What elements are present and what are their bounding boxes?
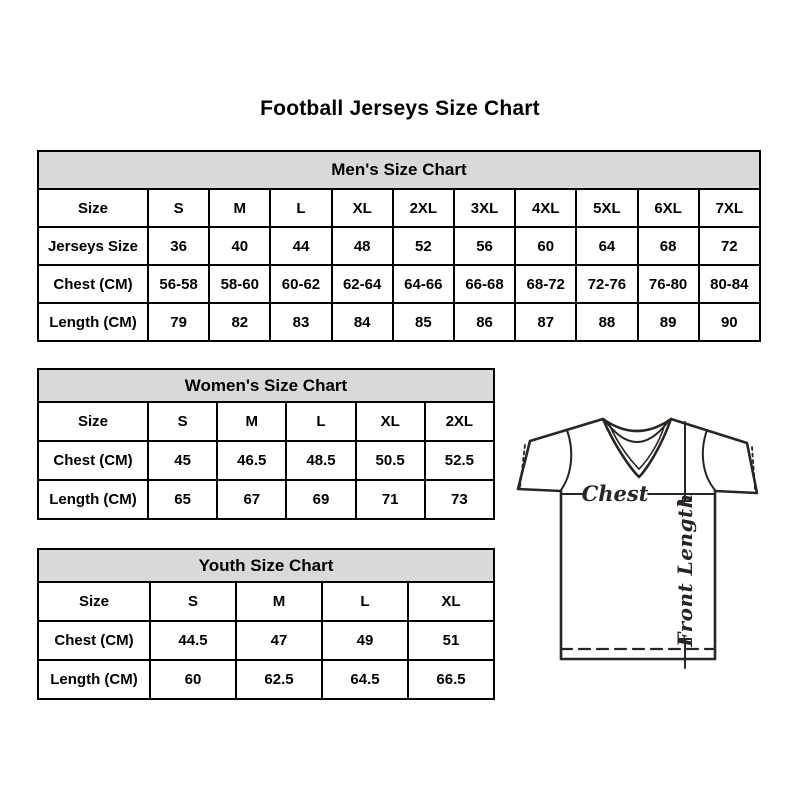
row-label-cell: Length (CM) (38, 480, 148, 519)
value-cell: 4XL (515, 189, 576, 227)
value-cell: 46.5 (217, 441, 286, 480)
value-cell: 67 (217, 480, 286, 519)
value-cell: 83 (270, 303, 331, 341)
value-cell: XL (332, 189, 393, 227)
value-cell: 72 (699, 227, 760, 265)
value-cell: 87 (515, 303, 576, 341)
table-title: Women's Size Chart (38, 369, 494, 402)
table-row (38, 265, 760, 303)
table-row (38, 441, 494, 480)
value-cell: 48.5 (286, 441, 355, 480)
value-cell: S (148, 189, 209, 227)
value-cell: 58-60 (209, 265, 270, 303)
value-cell: 71 (356, 480, 425, 519)
value-cell: 65 (148, 480, 217, 519)
value-cell: 60 (150, 660, 236, 699)
value-cell: 88 (576, 303, 637, 341)
value-cell: L (322, 582, 408, 621)
value-cell: 60-62 (270, 265, 331, 303)
mens-size-chart-table (37, 150, 761, 342)
value-cell: 85 (393, 303, 454, 341)
jersey-diagram (503, 411, 768, 673)
value-cell: 6XL (638, 189, 699, 227)
table-header-row (38, 549, 494, 582)
row-label-cell: Chest (CM) (38, 621, 150, 660)
value-cell: 45 (148, 441, 217, 480)
row-label-cell: Length (CM) (38, 660, 150, 699)
value-cell: 48 (332, 227, 393, 265)
value-cell: 52.5 (425, 441, 494, 480)
value-cell: 69 (286, 480, 355, 519)
value-cell: 64 (576, 227, 637, 265)
row-label-cell: Length (CM) (38, 303, 148, 341)
value-cell: M (236, 582, 322, 621)
value-cell: 86 (454, 303, 515, 341)
value-cell: 76-80 (638, 265, 699, 303)
value-cell: 72-76 (576, 265, 637, 303)
row-label-cell: Size (38, 402, 148, 441)
table-row (38, 303, 760, 341)
value-cell: 7XL (699, 189, 760, 227)
value-cell: 56-58 (148, 265, 209, 303)
value-cell: 68 (638, 227, 699, 265)
jersey-outline (518, 419, 757, 659)
value-cell: 89 (638, 303, 699, 341)
womens-size-chart-table (37, 368, 495, 520)
value-cell: 36 (148, 227, 209, 265)
value-cell: 66.5 (408, 660, 494, 699)
value-cell: 79 (148, 303, 209, 341)
value-cell: 84 (332, 303, 393, 341)
value-cell: 50.5 (356, 441, 425, 480)
table-row (38, 480, 494, 519)
row-label-cell: Size (38, 582, 150, 621)
table-row (38, 582, 494, 621)
value-cell: S (150, 582, 236, 621)
row-label-cell: Chest (CM) (38, 441, 148, 480)
value-cell: 90 (699, 303, 760, 341)
value-cell: 64-66 (393, 265, 454, 303)
value-cell: 62-64 (332, 265, 393, 303)
value-cell: 73 (425, 480, 494, 519)
value-cell: 82 (209, 303, 270, 341)
value-cell: 56 (454, 227, 515, 265)
table-row (38, 660, 494, 699)
value-cell: S (148, 402, 217, 441)
table-title: Youth Size Chart (38, 549, 494, 582)
value-cell: 5XL (576, 189, 637, 227)
value-cell: 60 (515, 227, 576, 265)
value-cell: 52 (393, 227, 454, 265)
value-cell: 68-72 (515, 265, 576, 303)
table-header-row (38, 151, 760, 189)
value-cell: 64.5 (322, 660, 408, 699)
value-cell: 49 (322, 621, 408, 660)
youth-size-chart-table (37, 548, 495, 700)
table-row (38, 402, 494, 441)
front-length-label: Front Length (673, 493, 697, 647)
value-cell: 62.5 (236, 660, 322, 699)
value-cell: 51 (408, 621, 494, 660)
value-cell: M (217, 402, 286, 441)
page-title: Football Jerseys Size Chart (260, 97, 540, 120)
row-label-cell: Jerseys Size (38, 227, 148, 265)
table-row (38, 189, 760, 227)
value-cell: 44 (270, 227, 331, 265)
value-cell: 80-84 (699, 265, 760, 303)
value-cell: L (270, 189, 331, 227)
table-header-row (38, 369, 494, 402)
table-row (38, 227, 760, 265)
value-cell: XL (408, 582, 494, 621)
row-label-cell: Size (38, 189, 148, 227)
row-label-cell: Chest (CM) (38, 265, 148, 303)
value-cell: 40 (209, 227, 270, 265)
value-cell: 2XL (425, 402, 494, 441)
table-row (38, 621, 494, 660)
value-cell: 47 (236, 621, 322, 660)
value-cell: 44.5 (150, 621, 236, 660)
value-cell: L (286, 402, 355, 441)
value-cell: M (209, 189, 270, 227)
chest-label: Chest (581, 481, 649, 506)
value-cell: XL (356, 402, 425, 441)
value-cell: 3XL (454, 189, 515, 227)
value-cell: 2XL (393, 189, 454, 227)
value-cell: 66-68 (454, 265, 515, 303)
table-title: Men's Size Chart (38, 151, 760, 189)
